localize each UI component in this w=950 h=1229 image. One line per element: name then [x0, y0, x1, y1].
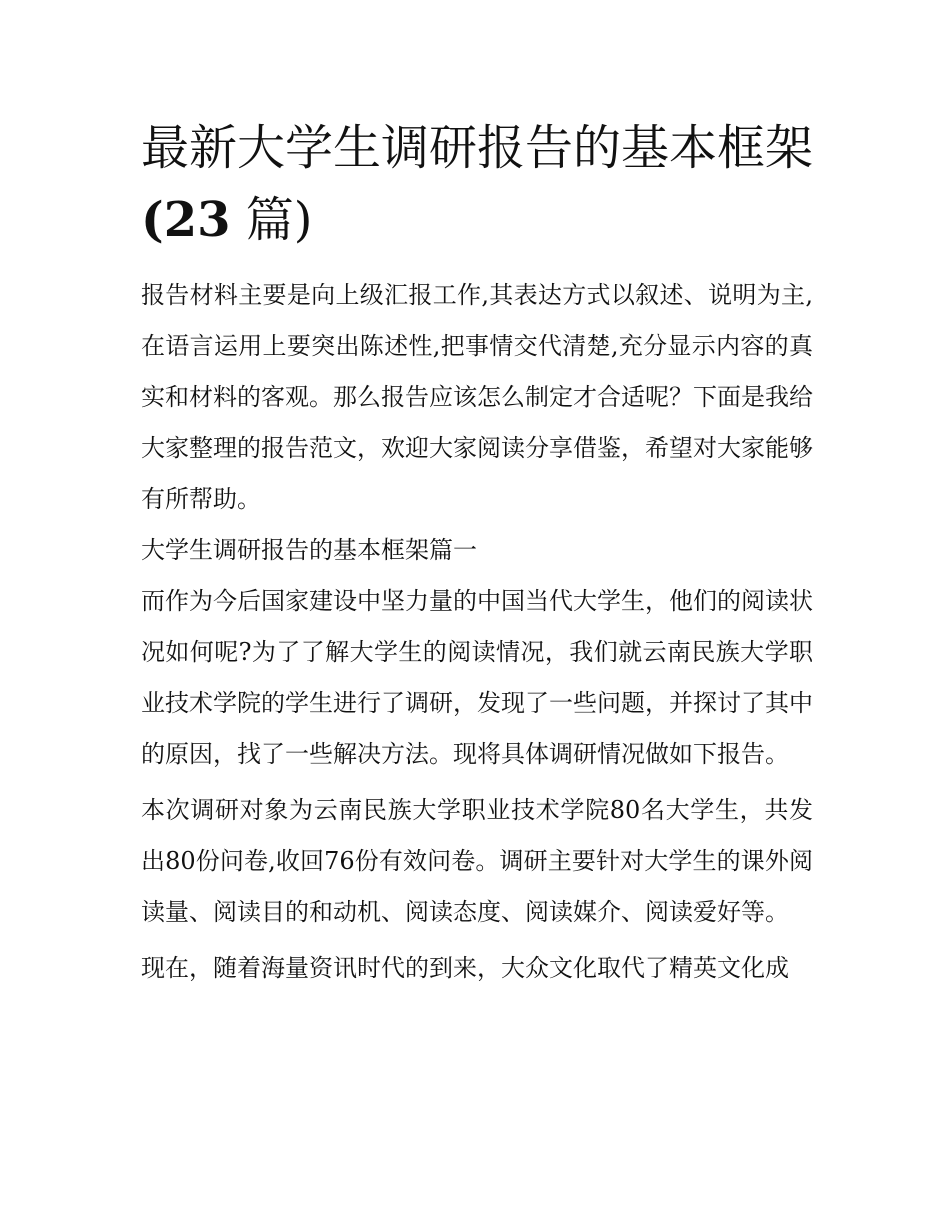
- title-text: 最新大学生调研报告的基本框架: [141, 120, 814, 176]
- title-suffix: 篇): [245, 192, 313, 248]
- body-paragraph: 本次调研对象为云南民族大学职业技术学院80名大学生，共发出80份问卷,收回76份有效问卷。调研主要针对大学生的课外阅读量、阅读目的和动机、阅读态度、阅读媒介、阅读爱好等。: [141, 796, 813, 926]
- section-heading: 大学生调研报告的基本框架篇一: [141, 536, 477, 564]
- intro-paragraph: 报告材料主要是向上级汇报工作,其表达方式以叙述、说明为主,在语言运用上要突出陈述性,把事情交代清楚,充分显示内容的真实和材料的客观。那么报告应该怎么制定才合适呢？下面是我给大家整理的报告范文，欢迎大家阅读分享借鉴，希望对大家能够有所帮助。: [141, 281, 813, 513]
- document-title: [141, 112, 813, 256]
- body-paragraph: 而作为今后国家建设中坚力量的中国当代大学生，他们的阅读状况如何呢?为了了解大学生的阅读情况，我们就云南民族大学职业技术学院的学生进行了调研，发现了一些问题，并探讨了其中的原因，找了一些解决方法。现将具体调研情况做如下报告。: [141, 587, 813, 768]
- body-paragraph: 现在，随着海量资讯时代的到来，大众文化取代了精英文化成: [141, 954, 789, 982]
- document-body: [141, 112, 813, 994]
- title-count: (23: [141, 192, 231, 248]
